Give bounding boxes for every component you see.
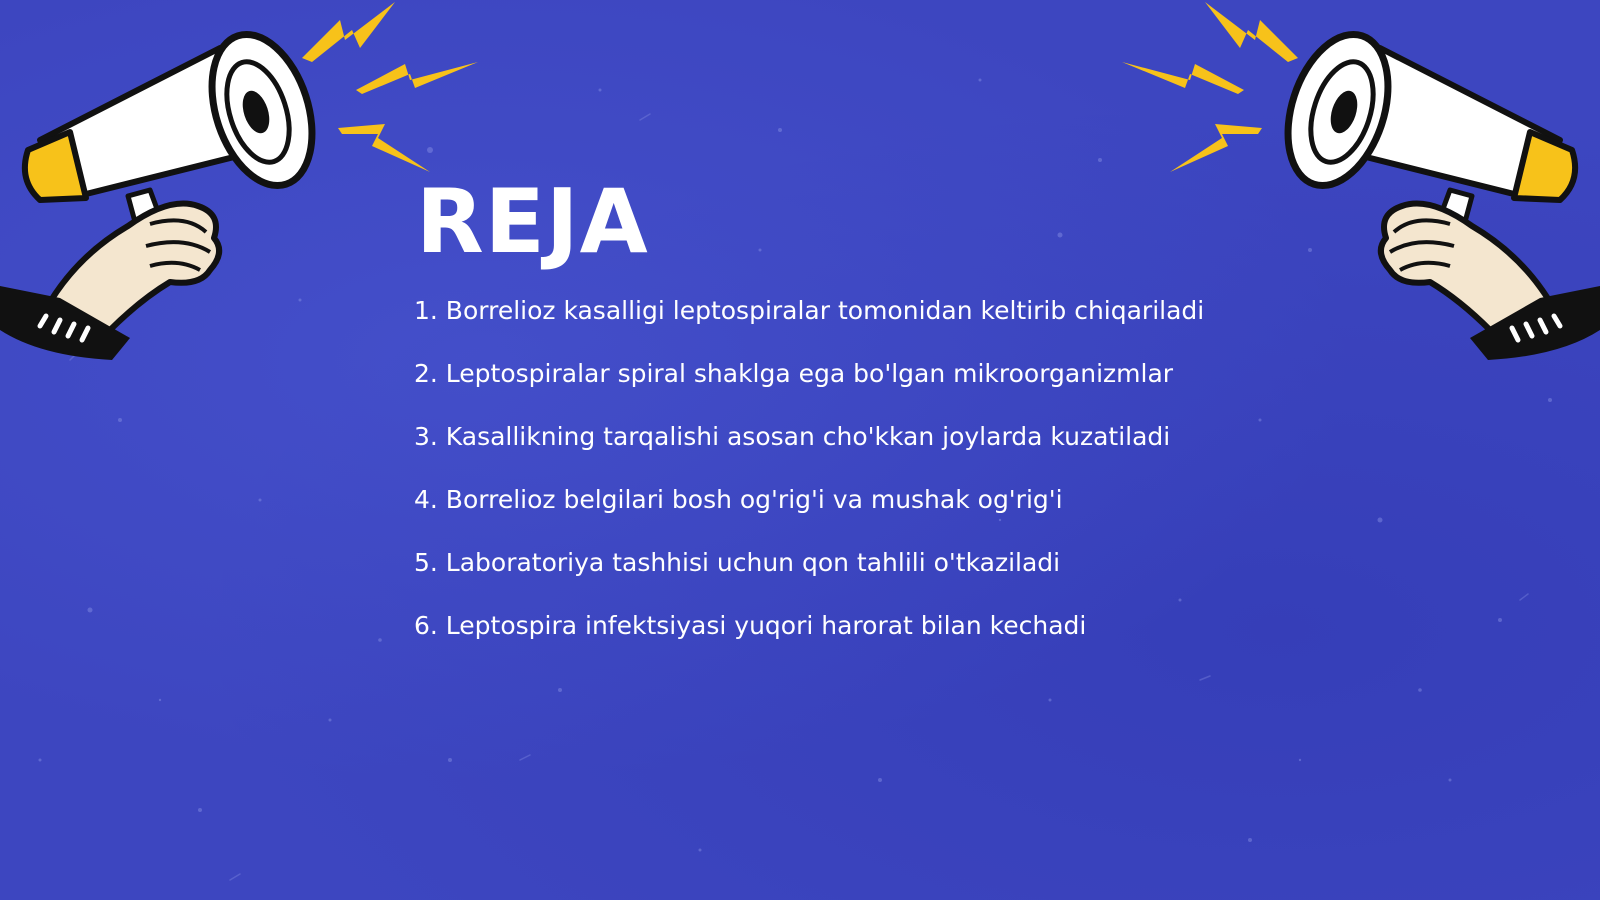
list-item: 6. Leptospira infektsiyasi yuqori harorat bilan kechadi <box>414 611 1087 640</box>
list-item: 2. Leptospiralar spiral shaklga ega bo'lgan mikroorganizmlar <box>414 359 1174 388</box>
slide-title: REJA <box>416 170 649 273</box>
list-item: 5. Laboratoriya tashhisi uchun qon tahlili o'tkaziladi <box>414 548 1061 577</box>
list-item: 1. Borrelioz kasalligi leptospiralar tomonidan keltirib chiqariladi <box>414 296 1205 325</box>
plan-list <box>414 296 1214 674</box>
lightning-bolt-icon <box>1122 2 1298 172</box>
megaphone-in-hand-icon <box>0 0 480 370</box>
list-item: 4. Borrelioz belgilari bosh og'rig'i va mushak og'rig'i <box>414 485 1063 514</box>
list-item: 3. Kasallikning tarqalishi asosan cho'kkan joylarda kuzatiladi <box>414 422 1171 451</box>
lightning-bolt-icon <box>302 2 478 172</box>
